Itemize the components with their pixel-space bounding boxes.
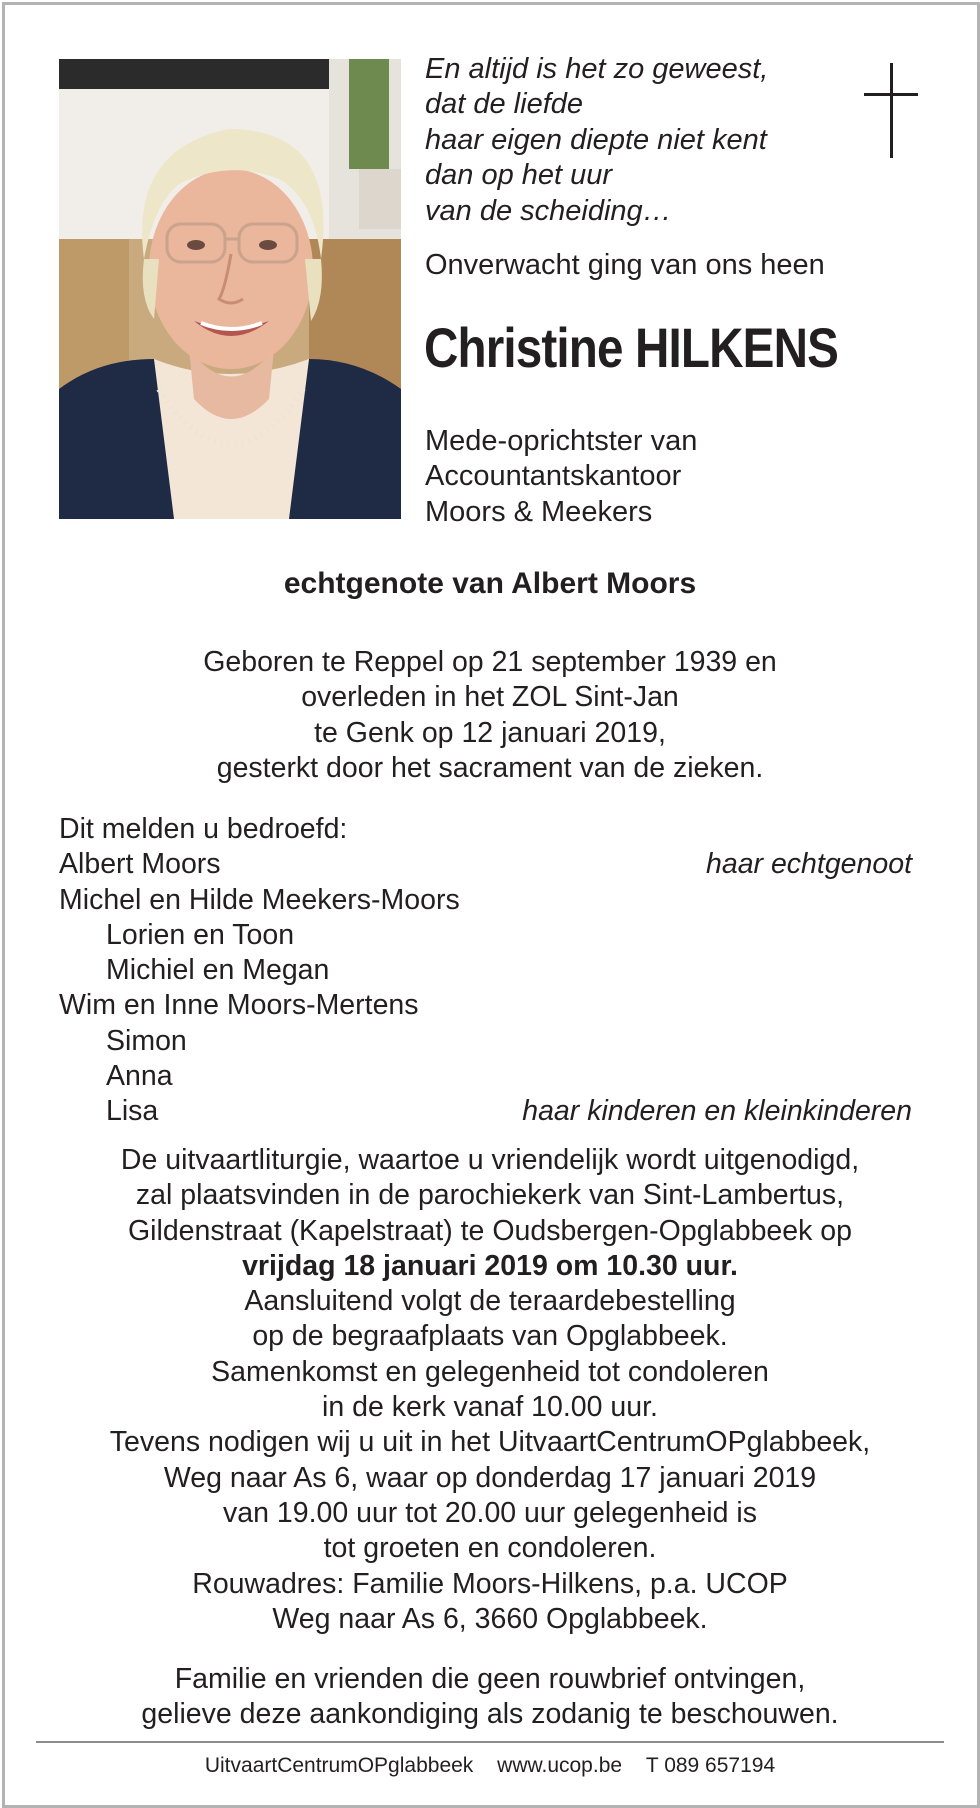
deceased-name: Christine HILKENS xyxy=(424,316,839,379)
mourner-name: Wim en Inne Moors-Mertens xyxy=(59,989,419,1022)
role-line: Accountantskantoor xyxy=(425,460,682,493)
mourner-name: Albert Moors xyxy=(59,848,221,881)
list-item xyxy=(59,883,909,918)
spouse-line: echtgenote van Albert Moors xyxy=(283,567,697,600)
mourner-name: Lorien en Toon xyxy=(106,918,295,951)
mourner-name: Simon xyxy=(106,1024,187,1057)
footer xyxy=(0,1751,980,1781)
mourner-name: Michiel en Megan xyxy=(106,954,330,987)
poem-line: haar eigen diepte niet kent xyxy=(425,123,767,156)
list-item xyxy=(59,1094,912,1129)
funeral-date: vrijdag 18 januari 2019 om 10.30 uur. xyxy=(242,1249,738,1282)
funeral-line: Weg naar As 6, 3660 Opglabbeek. xyxy=(272,1602,708,1635)
poem-line: dat de liefde xyxy=(425,88,584,121)
role-line: Mede-oprichtster van xyxy=(425,425,698,457)
funeral-line: op de begraafplaats van Opglabbeek. xyxy=(252,1320,728,1353)
funeral-line: Tevens nodigen wij u uit in het UitvaartCentrumOPglabbeek, xyxy=(109,1426,871,1459)
role-description xyxy=(425,424,697,530)
poem-line: dan op het uur xyxy=(425,159,613,192)
notice-line: Familie en vrienden die geen rouwbrief ontvingen, xyxy=(174,1663,806,1695)
mourner-name: Michel en Hilde Meekers-Moors xyxy=(59,883,460,916)
footer-company: UitvaartCentrumOPglabbeek xyxy=(204,1754,474,1777)
birth-line: gesterkt door het sacrament van de zieken. xyxy=(216,751,764,784)
funeral-line: De uitvaartliturgie, waartoe u vriendelijk wordt uitgenodigd, xyxy=(120,1144,860,1176)
mourners-list xyxy=(59,812,912,1130)
latin-cross-icon xyxy=(862,63,922,158)
birth-line: Geboren te Reppel op 21 september 1939 en xyxy=(203,646,777,678)
intro-text: Onverwacht ging van ons heen xyxy=(425,249,825,281)
funeral-line: tot groeten en condoleren. xyxy=(323,1532,657,1565)
list-item xyxy=(59,1059,909,1094)
mourner-relation: haar kinderen en kleinkinderen xyxy=(522,1095,912,1128)
funeral-line: in de kerk vanaf 10.00 uur. xyxy=(322,1391,658,1424)
role-line: Moors & Meekers xyxy=(425,495,653,528)
funeral-line: Weg naar As 6, waar op donderdag 17 januari 2019 xyxy=(163,1461,817,1494)
mourner-name: Lisa xyxy=(106,1095,159,1128)
poem xyxy=(425,52,825,229)
list-item xyxy=(59,1024,909,1059)
list-item xyxy=(59,918,909,953)
poem-line: En altijd is het zo geweest, xyxy=(425,53,769,85)
footer-divider xyxy=(36,1741,944,1743)
mourners-heading: Dit melden u bedroefd: xyxy=(59,813,348,845)
mourner-name: Anna xyxy=(106,1060,173,1093)
birth-death-details xyxy=(0,645,980,786)
funeral-line: Rouwadres: Familie Moors-Hilkens, p.a. UCOP xyxy=(192,1567,788,1600)
birth-line: overleden in het ZOL Sint-Jan xyxy=(301,681,679,714)
funeral-line: zal plaatsvinden in de parochiekerk van Sint-Lambertus, xyxy=(135,1179,845,1212)
poem-line: van de scheiding… xyxy=(425,194,672,227)
birth-line: te Genk op 12 januari 2019, xyxy=(314,716,666,749)
list-item xyxy=(59,847,912,882)
portrait-photo xyxy=(59,59,401,519)
closing-notice xyxy=(0,1662,980,1733)
notice-line: gelieve deze aankondiging als zodanig te beschouwen. xyxy=(141,1698,839,1731)
footer-phone: T 089 657194 xyxy=(645,1754,776,1777)
funeral-line: Gildenstraat (Kapelstraat) te Oudsbergen-Opglabbeek op xyxy=(127,1214,852,1247)
list-item xyxy=(59,988,909,1023)
funeral-line: Samenkomst en gelegenheid tot condoleren xyxy=(211,1355,769,1388)
mourner-relation: haar echtgenoot xyxy=(706,848,912,881)
footer-website[interactable]: www.ucop.be xyxy=(497,1754,623,1777)
funeral-details xyxy=(0,1143,980,1637)
funeral-line: Aansluitend volgt de teraardebestelling xyxy=(244,1285,736,1318)
list-item xyxy=(59,953,909,988)
funeral-line: van 19.00 uur tot 20.00 uur gelegenheid is xyxy=(223,1496,757,1529)
